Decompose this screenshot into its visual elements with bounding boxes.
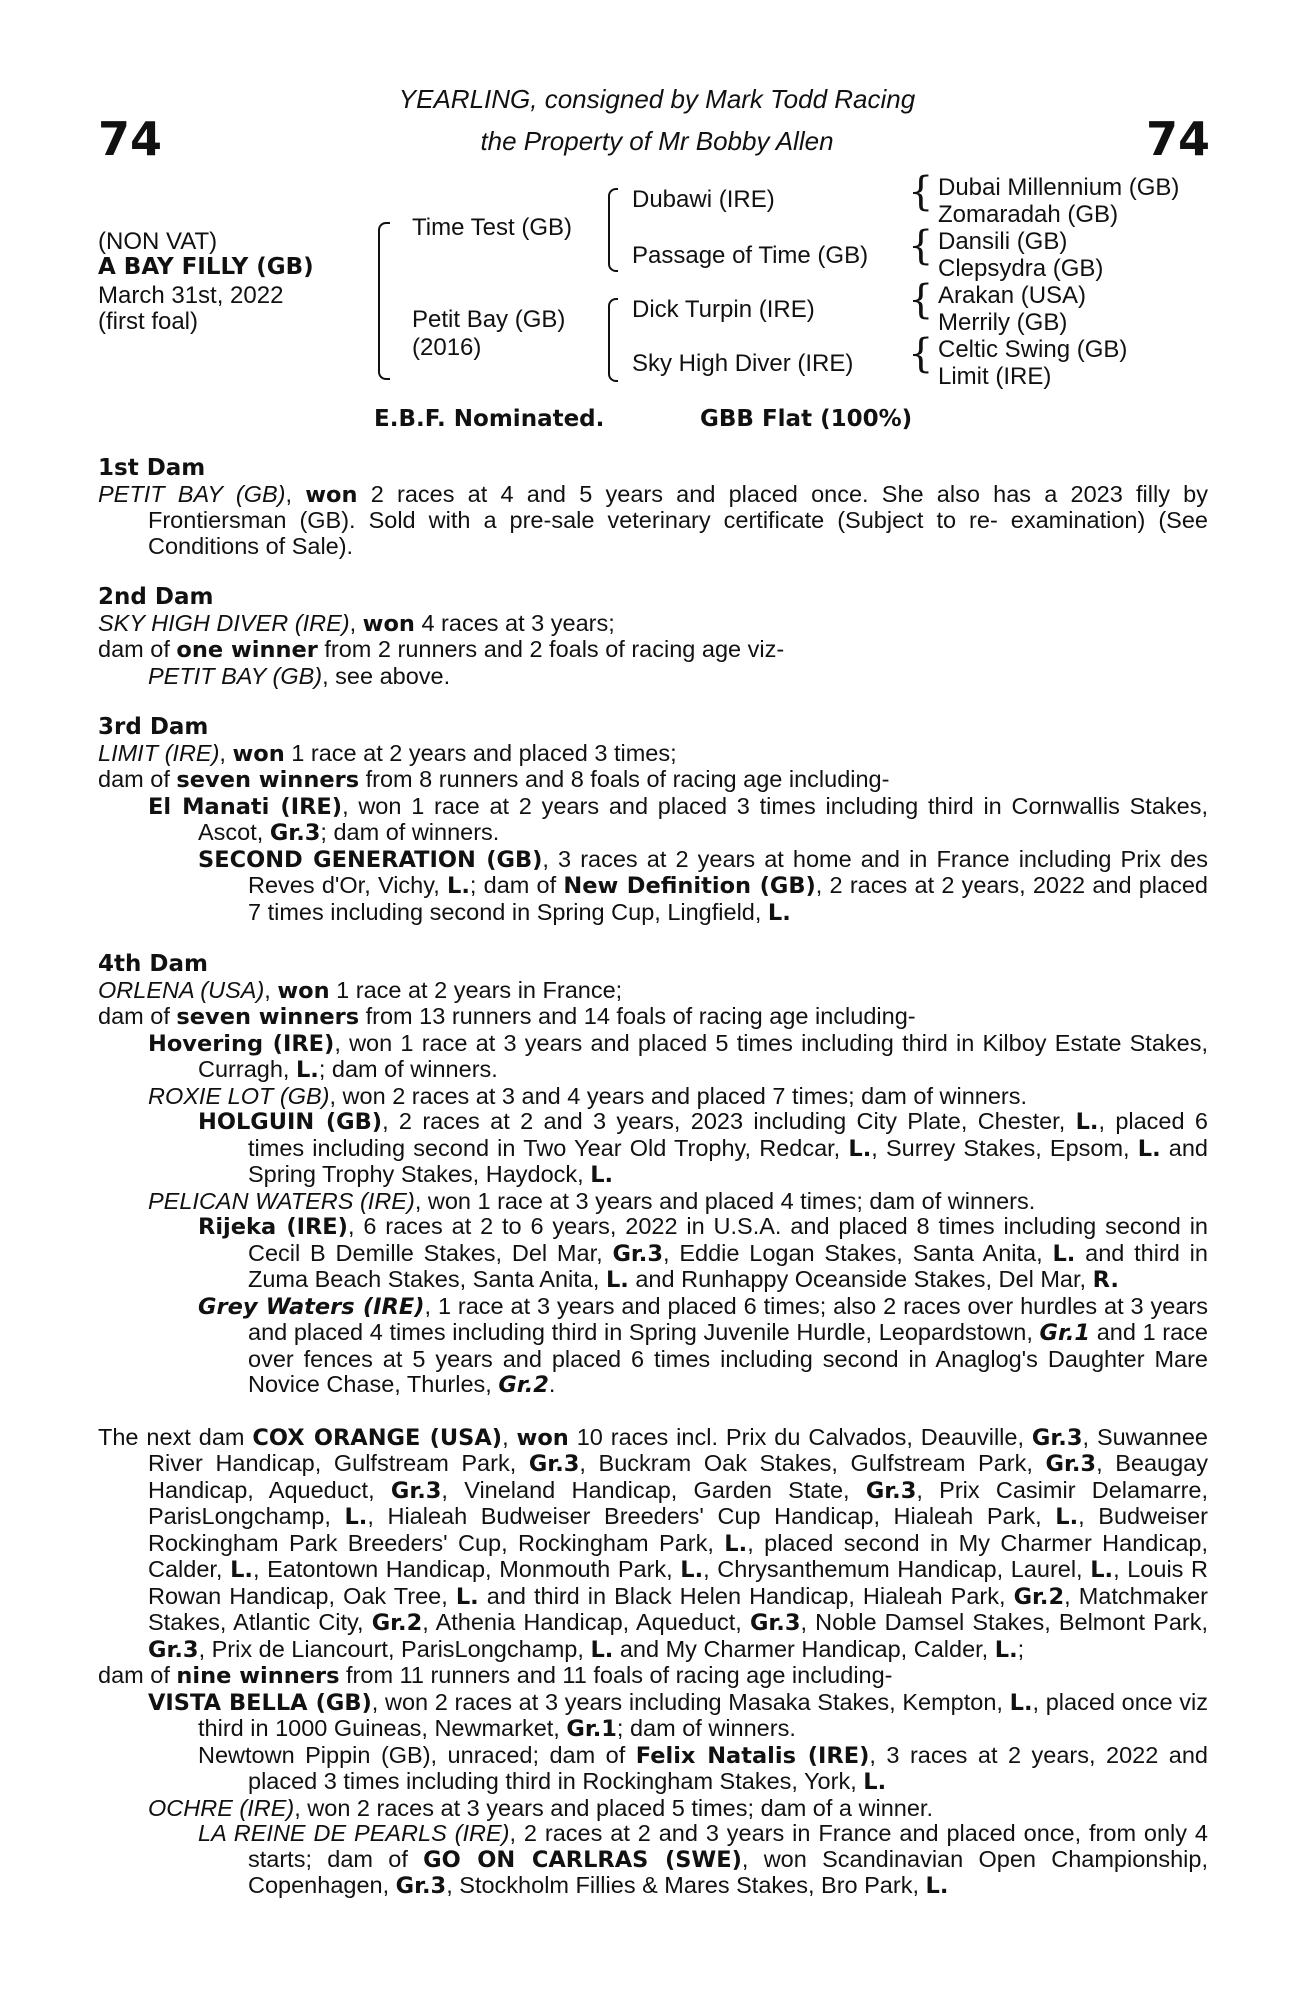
section-heading: 1st Dam bbox=[98, 455, 206, 481]
property-line: the Property of Mr Bobby Allen bbox=[480, 126, 834, 156]
pedigree-brace-dam bbox=[608, 298, 618, 382]
paragraph: SECOND GENERATION (GB), 3 races at 2 years at home and in France including Prix des Reves d'Or, Vichy, L.; dam of New Definition (GB), 2 races at 2 years, 2022 and placed 7 times including second in Spring Cup, Lingfield, L. bbox=[198, 845, 1209, 926]
paragraph: Hovering (IRE), won 1 race at 3 years and placed 5 times including third in Kilboy Estate Stakes, Curragh, L.; dam of winners. bbox=[148, 1029, 1208, 1083]
lot-number-left: 74 bbox=[98, 112, 163, 166]
catalogue-body bbox=[98, 456, 1208, 1900]
date-of-birth: March 31st, 2022 bbox=[98, 282, 284, 309]
section-heading: 3rd Dam bbox=[98, 714, 209, 740]
paragraph: Grey Waters (IRE), 1 race at 3 years and placed 6 times; also 2 races over hurdles at 3 years and placed 4 times including third in Spring Juvenile Hurdle, Leopardstown, Gr.1 and 1 race over fences at 5 years and placed 6 times including second in Anaglog's Daughter Mare Novice Chase, Thurles, Gr.2. bbox=[198, 1292, 1208, 1398]
sds: Dansili (GB) bbox=[938, 228, 1068, 255]
paragraph: dam of nine winners from 11 runners and 11 foals of racing age including- bbox=[98, 1662, 893, 1689]
paragraph: PETIT BAY (GB), won 2 races at 4 and 5 years and placed once. She also has a 2023 filly by Frontiersman (GB). Sold with a pre-sale veterinary certificate (Subject to re- examination) (See Conditions of Sale). bbox=[98, 480, 1208, 559]
paragraph: dam of seven winners from 13 runners and 14 foals of racing age including- bbox=[98, 1003, 916, 1030]
paragraph: LIMIT (IRE), won 1 race at 2 years and placed 3 times; bbox=[98, 739, 677, 767]
dss: Arakan (USA) bbox=[938, 282, 1087, 309]
paragraph: PELICAN WATERS (IRE), won 1 race at 3 years and placed 4 times; dam of winners. bbox=[148, 1187, 1036, 1214]
pedigree-brace-main bbox=[378, 222, 390, 380]
paragraph: dam of seven winners from 8 runners and 8 foals of racing age including- bbox=[98, 766, 890, 793]
section-fourth-dam bbox=[98, 952, 1208, 1399]
section-second-dam bbox=[98, 585, 1208, 689]
pedigree-brace-sire bbox=[608, 188, 618, 272]
sdd: Clepsydra (GB) bbox=[938, 255, 1104, 282]
foal-note: (first foal) bbox=[98, 308, 199, 335]
brace-4b: { bbox=[908, 223, 934, 269]
dam-sire: Dick Turpin (IRE) bbox=[632, 296, 815, 323]
ebf-nomination: E.B.F. Nominated. bbox=[374, 406, 605, 432]
paragraph: HOLGUIN (GB), 2 races at 2 and 3 years, 2023 including City Plate, Chester, L., placed 6 times including second in Two Year Old Trophy, Redcar, L., Surrey Stakes, Epsom, L. and Spring Trophy Stakes, Haydock, L. bbox=[198, 1108, 1208, 1188]
section-heading: 2nd Dam bbox=[98, 584, 214, 610]
gbb-flat: GBB Flat (100%) bbox=[700, 406, 913, 432]
brace-4d: { bbox=[908, 331, 934, 377]
consignor-line: YEARLING, consigned by Mark Todd Racing bbox=[398, 84, 916, 114]
section-heading: 4th Dam bbox=[98, 951, 208, 977]
paragraph: dam of one winner from 2 runners and 2 foals of racing age viz- bbox=[98, 636, 785, 663]
dam: Petit Bay (GB) bbox=[412, 306, 566, 333]
dds: Celtic Swing (GB) bbox=[938, 336, 1128, 363]
paragraph: ORLENA (USA), won 1 race at 2 years in France; bbox=[98, 976, 623, 1004]
paragraph: VISTA BELLA (GB), won 2 races at 3 years including Masaka Stakes, Kempton, L., placed once viz third in 1000 Guineas, Newmarket, Gr.1; dam of winners. bbox=[148, 1688, 1209, 1742]
paragraph: ROXIE LOT (GB), won 2 races at 3 and 4 years and placed 7 times; dam of winners. bbox=[148, 1082, 1028, 1109]
paragraph: El Manati (IRE), won 1 race at 2 years and placed 3 times including third in Cornwallis Stakes, Ascot, Gr.3; dam of winners. bbox=[148, 792, 1208, 846]
paragraph: LA REINE DE PEARLS (IRE), 2 races at 2 and 3 years in France and placed once, from only 4 starts; dam of GO ON CARLRAS (SWE), won Scandinavian Open Championship, Copenhagen, Gr.3, Stockholm Fillies & Mares Stakes, Bro Park, L. bbox=[198, 1820, 1208, 1899]
lot-number-right: 74 bbox=[1146, 112, 1211, 166]
section-third-dam bbox=[98, 715, 1208, 926]
sire: Time Test (GB) bbox=[412, 214, 573, 241]
paragraph: Newtown Pippin (GB), unraced; dam of Felix Natalis (IRE), 3 races at 2 years, 2022 and placed 3 times including third in Rockingham Stakes, York, L. bbox=[198, 1741, 1208, 1795]
section-first-dam bbox=[98, 456, 1208, 559]
dam-year: (2016) bbox=[412, 334, 482, 361]
paragraph: SKY HIGH DIVER (IRE), won 4 races at 3 years; bbox=[98, 609, 615, 637]
sire-sire: Dubawi (IRE) bbox=[632, 186, 775, 213]
brace-4c: { bbox=[908, 277, 934, 323]
horse-name: A BAY FILLY (GB) bbox=[98, 254, 314, 280]
vat-status: (NON VAT) bbox=[98, 228, 218, 255]
ddd: Limit (IRE) bbox=[938, 363, 1052, 390]
dsd: Merrily (GB) bbox=[938, 309, 1068, 336]
dam-dam: Sky High Diver (IRE) bbox=[632, 350, 854, 377]
paragraph: The next dam COX ORANGE (USA), won 10 races incl. Prix du Calvados, Deauville, Gr.3, Suwannee River Handicap, Gulfstream Park, Gr.3, Buckram Oak Stakes, Gulfstream Park, Gr.3, Beaugay Handicap, Aqueduct, Gr.3, Vineland Handicap, Garden State, Gr.3, Prix Casimir Delamarre, ParisLongchamp, L., Hialeah Budweiser Breeders' Cup Handicap, Hialeah Park, L., Budweiser Rockingham Park Breeders' Cup, Rockingham Park, L., placed second in My Charmer Handicap, Calder, L., Eatontown Handicap, Monmouth Park, L., Chrysanthemum Handicap, Laurel, L., Louis R Rowan Handicap, Oak Tree, L. and third in Black Helen Handicap, Hialeah Park, Gr.2, Matchmaker Stakes, Atlantic City, Gr.2, Athenia Handicap, Aqueduct, Gr.3, Noble Damsel Stakes, Belmont Park, Gr.3, Prix de Liancourt, ParisLongchamp, L. and My Charmer Handicap, Calder, L.; bbox=[98, 1423, 1209, 1663]
sire-dam: Passage of Time (GB) bbox=[632, 242, 869, 269]
section-next-dam bbox=[98, 1425, 1208, 1900]
paragraph: Rijeka (IRE), 6 races at 2 to 6 years, 2022 in U.S.A. and placed 8 times including second in Cecil B Demille Stakes, Del Mar, Gr.3, Eddie Logan Stakes, Santa Anita, L. and third in Zuma Beach Stakes, Santa Anita, L. and Runhappy Oceanside Stakes, Del Mar, R. bbox=[198, 1213, 1209, 1293]
sss: Dubai Millennium (GB) bbox=[938, 174, 1180, 201]
brace-4a: { bbox=[908, 169, 934, 215]
paragraph: OCHRE (IRE), won 2 races at 3 years and placed 5 times; dam of a winner. bbox=[148, 1794, 933, 1821]
paragraph: PETIT BAY (GB), see above. bbox=[148, 662, 451, 689]
ssd: Zomaradah (GB) bbox=[938, 201, 1119, 228]
